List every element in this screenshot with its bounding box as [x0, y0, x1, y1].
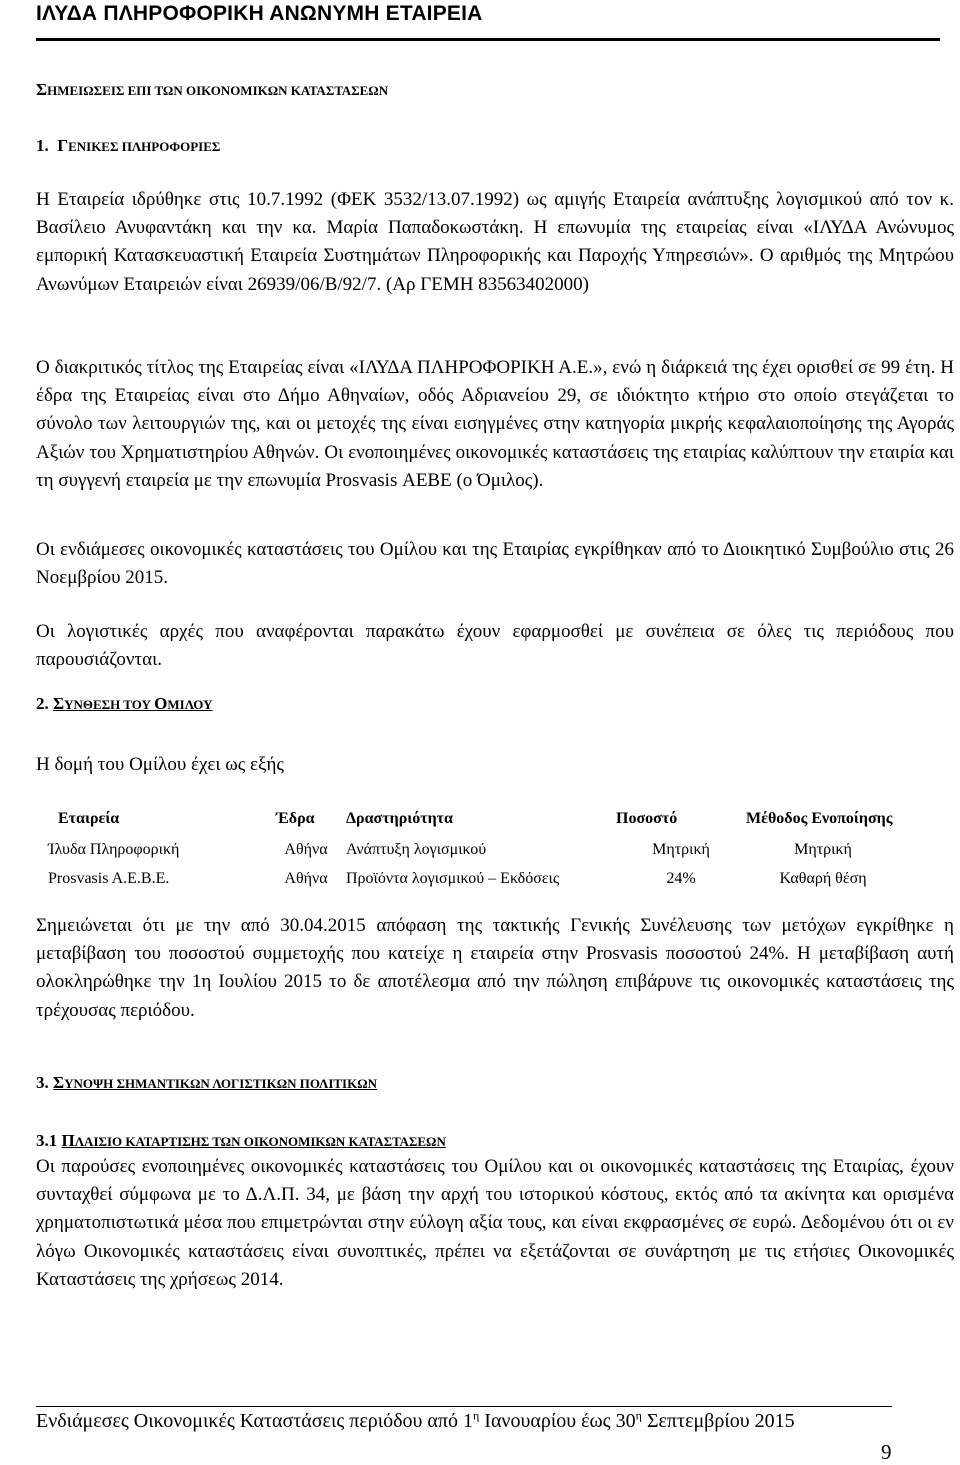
section1-paragraph-3: Οι ενδιάμεσες οικονομικές καταστάσεις του Ομίλου και της Εταιρίας εγκρίθηκαν από το Διοικητικό Συμβούλιο στις 26 Νοεμβρίου 2015. [36, 539, 954, 589]
table-header-consolidation-method: Μέθοδος Ενοποίησης [746, 810, 893, 827]
table-cell: Ανάπτυξη λογισμικού [346, 840, 487, 858]
group-structure-table [36, 803, 900, 893]
footer-part1: Ενδιάμεσες Οικονομικές Καταστάσεις περιόδου από 1 [36, 1410, 474, 1432]
table-row [36, 864, 900, 893]
section3-num: 3. [36, 1073, 49, 1092]
table-cell: Προϊόντα λογισμικού – Εκδόσεις [346, 869, 560, 887]
table-cell: Αθήνα [284, 840, 328, 858]
page-number: 9 [881, 1440, 892, 1464]
section2-num: 2. [36, 694, 49, 713]
table-header-company: Εταιρεία [58, 810, 120, 827]
section2-title [53, 694, 212, 713]
footer-part2: Ιανουαρίου έως 30 [479, 1410, 636, 1432]
footer-sup1: η [473, 1408, 480, 1423]
table-header-seat: Έδρα [276, 810, 315, 827]
section31-title-first: Π [61, 1131, 75, 1150]
table-cell: Αθήνα [284, 869, 328, 887]
company-header: ΙΛΥΔΑ ΠΛΗΡΟΦΟΡΙΚΗ ΑΝΩΝΥΜΗ ΕΤΑΙΡΕΙΑ [36, 2, 483, 25]
section2-note: Σημειώνεται ότι με την από 30.04.2015 απόφαση της τακτικής Γενικής Συνέλευσης των μετόχων εγκρίθηκε η μεταβίβαση του ποσοστού συμμετοχής που κατείχε η εταιρεία στην Prosvasis ποσοστού 24%. Η μεταβίβαση αυτή ολοκληρώθηκε την 1η Ιουλίου 2015 το δε αποτέλεσμα από την πώληση επιβάρυνε τις οικονομικές καταστάσεις της τρέχουσας περιόδου. [36, 915, 954, 1021]
notes-title-rest: ΗΜΕΙΩΣΕΙΣ ΕΠΙ ΤΩΝ ΟΙΚΟΝΟΜΙΚΩΝ ΚΑΤΑΣΤΑΣΕΩΝ [47, 83, 389, 98]
header-rule [36, 38, 940, 41]
section2-intro: Η δομή του Ομίλου έχει ως εξής [36, 754, 284, 775]
footer-part3: Σεπτεμβρίου 2015 [641, 1410, 795, 1432]
section1-paragraph-4: Οι λογιστικές αρχές που αναφέρονται παρακάτω έχουν εφαρμοσθεί με συνέπεια σε όλες τις περιόδους που παρουσιάζονται. [36, 621, 954, 671]
footer-text [36, 1410, 795, 1433]
notes-title-first: Σ [36, 80, 48, 99]
table-header-row [36, 803, 900, 835]
table-cell: 24% [666, 869, 696, 887]
section3-title-first: Σ [53, 1073, 65, 1092]
section31-paragraph: Οι παρούσες ενοποιημένες οικονομικές καταστάσεις του Ομίλου και οι οικονομικές καταστάσεις της Εταιρίας, έχουν συνταχθεί σύμφωνα με το Δ.Λ.Π. 34, με βάση την αρχή του ιστορικού κόστους, εκτός από τα ακίνητα και ορισμένα χρηματοπιστωτικά μέσα που επιμετρώνται στην εύλογη αξία τους, και είναι εκφρασμένες σε ευρώ. Δεδομένου ότι οι εν λόγω Οικονομικές καταστάσεις είναι συνοπτικές, πρέπει να εξετάζονται σε συνάρτηση με τις ετήσιες Οικονομικές Καταστάσεις της χρήσεως 2014. [36, 1156, 954, 1290]
footer-rule [36, 1406, 892, 1407]
section1-num: 1. [36, 136, 49, 155]
section31-num: 3.1 [36, 1131, 62, 1150]
table-header-percentage: Ποσοστό [616, 810, 678, 827]
notes-title [36, 80, 388, 100]
section2-title-o: Ο [154, 694, 168, 713]
section1-title-first: Γ [57, 136, 69, 155]
table-cell: Ίλυδα Πληροφορική [48, 840, 180, 858]
section3-title [53, 1073, 377, 1092]
table-cell: Καθαρή θέση [779, 869, 867, 887]
section3-heading [36, 1073, 377, 1093]
section1-paragraph-1: Η Εταιρεία ιδρύθηκε στις 10.7.1992 (ΦΕΚ 3532/13.07.1992) ως αμιγής Εταιρεία ανάπτυξης λογισμικού από τον κ. Βασίλειο Ανυφαντάκη και την κα. Μαρία Παπαδοκωστάκη. Η επωνυμία της εταιρείας είναι «ΙΛΥΔΑ Ανώνυμος εμπορική Κατασκευαστική Εταιρεία Συστημάτων Πληροφορικής και Παροχής Υπηρεσιών». Ο αριθμός της Μητρώου Ανωνύμων Εταιρειών είναι 26939/06/Β/92/7. (Αρ ΓΕΜΗ 83563402000) [36, 189, 954, 295]
section2-heading [36, 694, 212, 714]
section1-heading [36, 136, 220, 156]
section1-paragraph-2: Ο διακριτικός τίτλος της Εταιρείας είναι «ΙΛΥΔΑ ΠΛΗΡΟΦΟΡΙΚΗ Α.Ε.», ενώ η διάρκειά της έχει ορισθεί σε 99 έτη. Η έδρα της Εταιρείας είναι στο Δήμο Αθηναίων, οδός Αδριανείου 29, σε ιδιόκτητο κτήριο στο οποίο στεγάζεται το σύνολο των λειτουργιών της, και οι μετοχές της είναι εισηγμένες στην κατηγορία μικρής κεφαλαιοποίησης της Αγοράς Αξιών του Χρηματιστηρίου Αθηνών. Οι ενοποιημένες οικονομικές καταστάσεις της εταιρίας καλύπτουν την εταιρία και τη συγγενή εταιρεία με την επωνυμία Prosvasis ΑΕΒΕ (ο Όμιλος). [36, 357, 954, 491]
section1-title-rest: ΕΝΙΚΕΣ ΠΛΗΡΟΦΟΡΙΕΣ [68, 139, 221, 154]
footer-sup2: η [635, 1408, 642, 1423]
table-cell: Μητρική [652, 840, 710, 858]
section2-title-first: Σ [53, 694, 65, 713]
section3-title-rest: ΥΝΟΨΗ ΣΗΜΑΝΤΙΚΩΝ ΛΟΓΙΣΤΙΚΩΝ ΠΟΛΙΤΙΚΩΝ [64, 1076, 378, 1091]
table-cell: Μητρική [794, 840, 852, 858]
table-header-activity: Δραστηριότητα [346, 810, 453, 827]
section31-title-rest: ΛΑΙΣΙΟ ΚΑΤΑΡΤΙΣΗΣ ΤΩΝ ΟΙΚΟΝΟΜΙΚΩΝ ΚΑΤΑΣΤΑΣΕΩΝ [74, 1134, 446, 1149]
section2-title-end: ΜΙΛΟΥ [167, 697, 213, 712]
section31-heading [36, 1131, 446, 1151]
table-row [36, 835, 900, 864]
section2-title-mid: ΥΝΘΕΣΗ ΤΟΥ [64, 697, 155, 712]
section31-title [62, 1131, 446, 1150]
table-cell: Prosvasis A.E.B.E. [48, 869, 170, 887]
